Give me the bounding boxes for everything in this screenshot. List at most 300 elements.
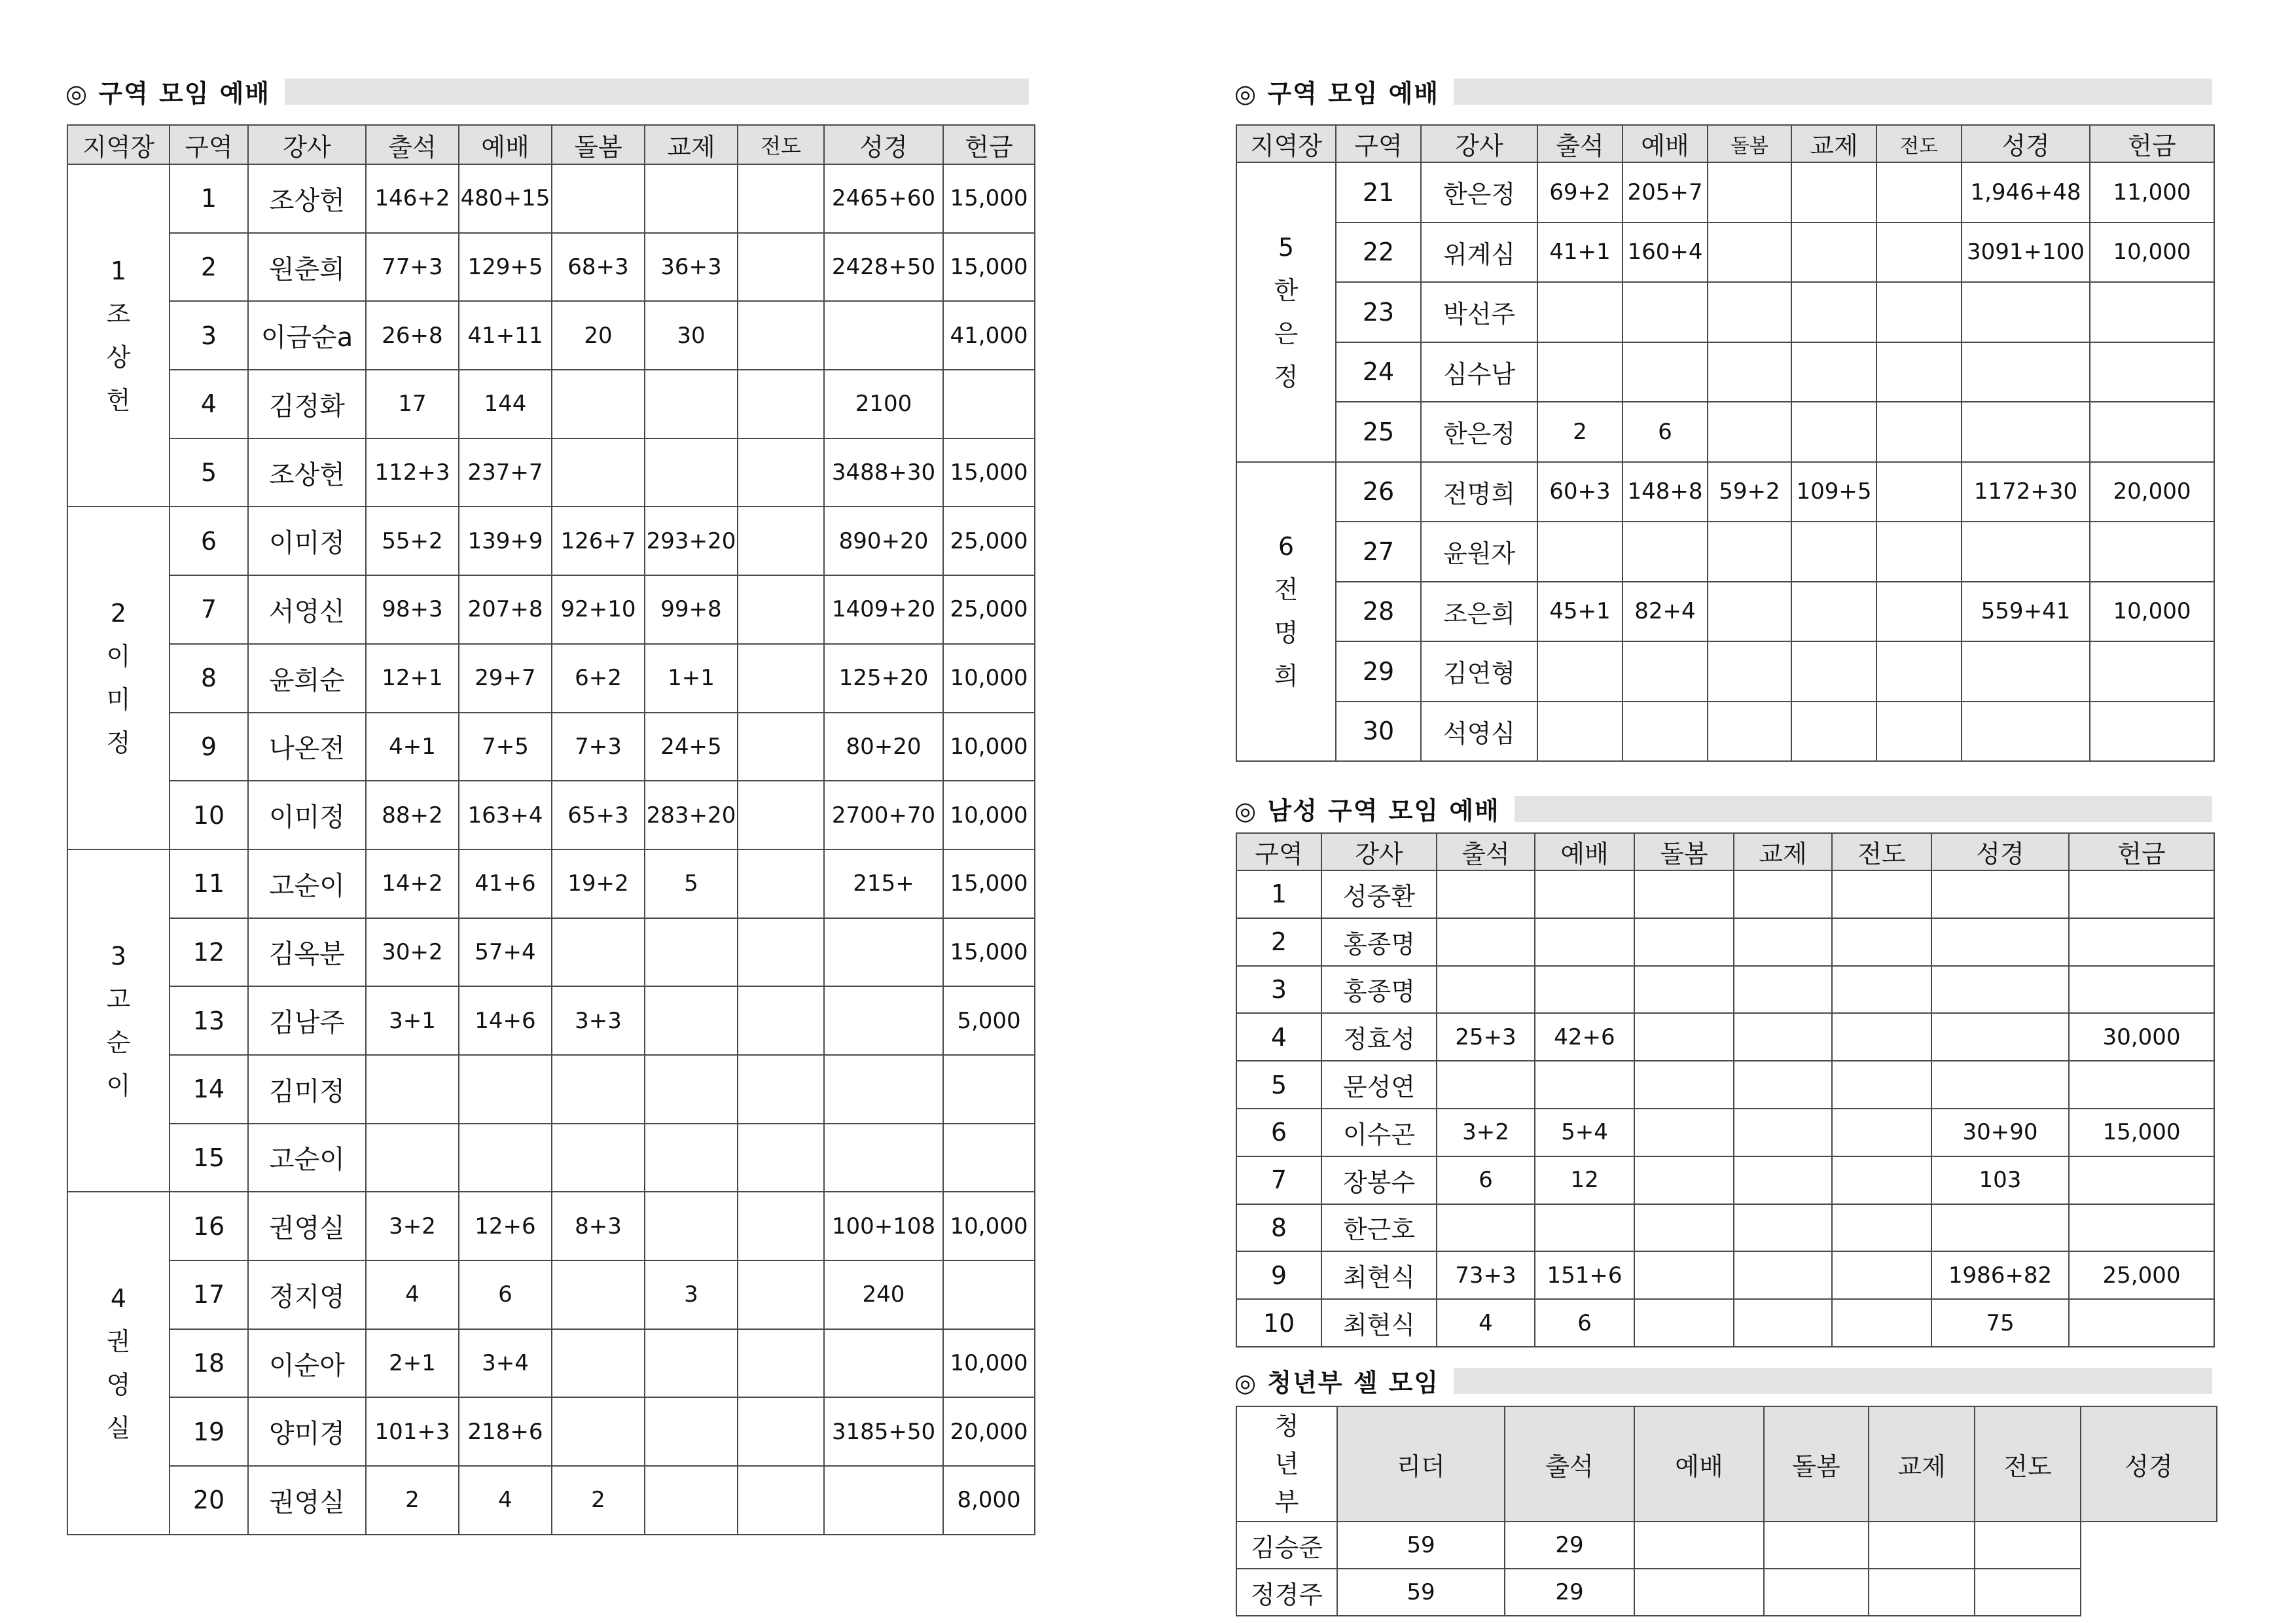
left-worship-table bbox=[67, 124, 1035, 1535]
district-number: 2 bbox=[1236, 918, 1321, 966]
data-cell: 3+2 bbox=[366, 1192, 459, 1260]
data-cell bbox=[1791, 641, 1876, 702]
data-cell bbox=[645, 370, 738, 438]
leader-char: 명 bbox=[1274, 618, 1299, 648]
data-cell bbox=[738, 781, 824, 849]
data-cell: 59 bbox=[1337, 1569, 1505, 1616]
table-row bbox=[1236, 1522, 2217, 1569]
leader-char: 부 bbox=[1274, 1488, 1299, 1516]
data-cell: 2100 bbox=[824, 370, 943, 438]
data-cell: 10,000 bbox=[943, 644, 1035, 713]
data-cell: 55+2 bbox=[366, 507, 459, 575]
leader-name: 정경주 bbox=[1236, 1569, 1337, 1616]
data-cell bbox=[943, 1124, 1035, 1192]
teacher-name: 한근호 bbox=[1321, 1204, 1437, 1252]
district-number: 19 bbox=[170, 1397, 248, 1466]
data-cell bbox=[2090, 342, 2214, 402]
data-cell bbox=[1537, 522, 1623, 582]
data-cell bbox=[1869, 1522, 1975, 1569]
data-cell: 4 bbox=[1437, 1299, 1535, 1347]
column-header: 돌봄 bbox=[1708, 125, 1791, 162]
data-cell bbox=[1734, 1156, 1832, 1204]
data-cell bbox=[738, 1124, 824, 1192]
data-cell bbox=[1708, 342, 1791, 402]
column-header: 성경 bbox=[2081, 1406, 2217, 1522]
youth-title-text: ◎ 청년부 셀 모임 bbox=[1234, 1368, 1440, 1397]
column-header: 지역장 bbox=[1236, 125, 1336, 162]
table-row bbox=[1236, 162, 2214, 223]
data-cell bbox=[1876, 462, 1962, 522]
title-bar bbox=[1515, 796, 2212, 822]
data-cell bbox=[1791, 702, 1876, 762]
table-row bbox=[1236, 918, 2214, 966]
data-cell bbox=[1634, 1013, 1734, 1061]
data-cell: 890+20 bbox=[824, 507, 943, 575]
data-cell bbox=[552, 1329, 645, 1398]
data-cell bbox=[1832, 1251, 1931, 1299]
table-row bbox=[1236, 870, 2214, 918]
teacher-name: 전명희 bbox=[1421, 462, 1537, 522]
data-cell: 57+4 bbox=[459, 918, 552, 987]
leader-char: 상 bbox=[106, 342, 131, 372]
table-row bbox=[1236, 1013, 2214, 1061]
teacher-name: 김옥분 bbox=[248, 918, 366, 987]
data-cell bbox=[738, 644, 824, 713]
data-cell bbox=[1708, 162, 1791, 223]
leader-char: 2 bbox=[110, 599, 127, 628]
data-cell bbox=[738, 301, 824, 370]
men-worship-table bbox=[1236, 832, 2215, 1347]
table-row bbox=[1236, 641, 2214, 702]
data-cell: 1,946+48 bbox=[1962, 162, 2090, 223]
data-cell: 15,000 bbox=[943, 233, 1035, 302]
teacher-name: 권영실 bbox=[248, 1466, 366, 1535]
district-number: 9 bbox=[170, 713, 248, 781]
data-cell bbox=[1535, 1061, 1634, 1109]
data-cell: 15,000 bbox=[943, 849, 1035, 918]
data-cell: 17 bbox=[366, 370, 459, 438]
data-cell bbox=[1931, 918, 2069, 966]
right-worship-table bbox=[1236, 124, 2215, 762]
data-cell bbox=[1708, 282, 1791, 342]
column-header: 헌금 bbox=[943, 125, 1035, 164]
data-cell bbox=[645, 1397, 738, 1466]
district-number: 8 bbox=[1236, 1204, 1321, 1252]
data-cell: 103 bbox=[1931, 1156, 2069, 1204]
column-header: 강사 bbox=[1321, 833, 1437, 870]
data-cell bbox=[645, 164, 738, 233]
column-header: 헌금 bbox=[2069, 833, 2214, 870]
data-cell bbox=[1634, 1251, 1734, 1299]
data-cell bbox=[1535, 918, 1634, 966]
data-cell bbox=[1764, 1522, 1869, 1569]
teacher-name: 문성연 bbox=[1321, 1061, 1437, 1109]
title-bar bbox=[285, 79, 1029, 105]
column-header: 교제 bbox=[1869, 1406, 1975, 1522]
data-cell bbox=[1734, 918, 1832, 966]
district-number: 10 bbox=[1236, 1299, 1321, 1347]
district-number: 14 bbox=[170, 1055, 248, 1124]
group-leader-cell bbox=[67, 164, 170, 507]
data-cell: 4 bbox=[366, 1260, 459, 1329]
teacher-name: 장봉수 bbox=[1321, 1156, 1437, 1204]
data-cell bbox=[552, 438, 645, 507]
data-cell bbox=[1708, 402, 1791, 462]
data-cell bbox=[645, 1466, 738, 1535]
district-number: 1 bbox=[170, 164, 248, 233]
data-cell bbox=[738, 1329, 824, 1398]
data-cell: 146+2 bbox=[366, 164, 459, 233]
data-cell bbox=[552, 1124, 645, 1192]
data-cell: 24+5 bbox=[645, 713, 738, 781]
data-cell: 10,000 bbox=[943, 713, 1035, 781]
teacher-name: 조상헌 bbox=[248, 164, 366, 233]
table-row bbox=[1236, 1204, 2214, 1252]
data-cell: 2465+60 bbox=[824, 164, 943, 233]
data-cell: 68+3 bbox=[552, 233, 645, 302]
data-cell bbox=[738, 233, 824, 302]
data-cell bbox=[1876, 223, 1962, 283]
data-cell bbox=[1931, 1204, 2069, 1252]
data-cell: 1172+30 bbox=[1962, 462, 2090, 522]
data-cell: 59 bbox=[1337, 1522, 1505, 1569]
district-number: 23 bbox=[1336, 282, 1421, 342]
data-cell bbox=[2069, 1204, 2214, 1252]
data-cell bbox=[552, 370, 645, 438]
column-header: 성경 bbox=[824, 125, 943, 164]
data-cell bbox=[1832, 1013, 1931, 1061]
right-section-title bbox=[1234, 73, 2212, 109]
data-cell bbox=[738, 1397, 824, 1466]
data-cell bbox=[1708, 522, 1791, 582]
data-cell bbox=[1931, 870, 2069, 918]
youth-section-title bbox=[1234, 1363, 2212, 1399]
leader-char: 년 bbox=[1274, 1450, 1299, 1478]
title-bar bbox=[1454, 1368, 2212, 1394]
data-cell: 29 bbox=[1505, 1522, 1634, 1569]
data-cell bbox=[1791, 582, 1876, 642]
data-cell bbox=[1876, 402, 1962, 462]
district-number: 21 bbox=[1336, 162, 1421, 223]
column-header: 헌금 bbox=[2090, 125, 2214, 162]
data-cell bbox=[645, 1192, 738, 1260]
column-header: 구역 bbox=[170, 125, 248, 164]
data-cell: 112+3 bbox=[366, 438, 459, 507]
data-cell bbox=[2069, 1156, 2214, 1204]
data-cell bbox=[1832, 870, 1931, 918]
column-header: 성경 bbox=[1962, 125, 2090, 162]
data-cell bbox=[738, 1055, 824, 1124]
leader-char: 전 bbox=[1274, 575, 1299, 605]
district-number: 2 bbox=[170, 233, 248, 302]
table-row bbox=[1236, 702, 2214, 762]
teacher-name: 조은희 bbox=[1421, 582, 1537, 642]
data-cell: 240 bbox=[824, 1260, 943, 1329]
data-cell: 41+6 bbox=[459, 849, 552, 918]
district-number: 11 bbox=[170, 849, 248, 918]
teacher-name: 이순아 bbox=[248, 1329, 366, 1398]
data-cell bbox=[1832, 1299, 1931, 1347]
data-cell: 7+3 bbox=[552, 713, 645, 781]
table-row bbox=[67, 1055, 1035, 1124]
data-cell: 15,000 bbox=[943, 918, 1035, 987]
district-number: 25 bbox=[1336, 402, 1421, 462]
data-cell: 207+8 bbox=[459, 575, 552, 644]
data-cell: 163+4 bbox=[459, 781, 552, 849]
data-cell: 1409+20 bbox=[824, 575, 943, 644]
leader-char: 은 bbox=[1274, 319, 1299, 348]
column-header: 돌봄 bbox=[1634, 833, 1734, 870]
data-cell bbox=[1791, 223, 1876, 283]
district-number: 3 bbox=[170, 301, 248, 370]
teacher-name: 김연형 bbox=[1421, 641, 1537, 702]
data-cell: 41+1 bbox=[1537, 223, 1623, 283]
district-number: 9 bbox=[1236, 1251, 1321, 1299]
data-cell: 2 bbox=[1537, 402, 1623, 462]
data-cell bbox=[552, 164, 645, 233]
table-row bbox=[1236, 402, 2214, 462]
data-cell: 10,000 bbox=[943, 1329, 1035, 1398]
data-cell: 205+7 bbox=[1623, 162, 1708, 223]
column-header: 출석 bbox=[1537, 125, 1623, 162]
district-number: 29 bbox=[1336, 641, 1421, 702]
leader-char: 이 bbox=[106, 1071, 131, 1100]
data-cell: 5+4 bbox=[1535, 1109, 1634, 1156]
title-bar bbox=[1454, 79, 2212, 105]
table-row bbox=[67, 1397, 1035, 1466]
district-number: 20 bbox=[170, 1466, 248, 1535]
data-cell: 11,000 bbox=[2090, 162, 2214, 223]
district-number: 12 bbox=[170, 918, 248, 987]
data-cell: 101+3 bbox=[366, 1397, 459, 1466]
data-cell bbox=[1975, 1522, 2081, 1569]
district-number: 28 bbox=[1336, 582, 1421, 642]
data-cell bbox=[1634, 918, 1734, 966]
data-cell bbox=[1734, 966, 1832, 1014]
column-header: 성경 bbox=[1931, 833, 2069, 870]
data-cell: 160+4 bbox=[1623, 223, 1708, 283]
data-cell: 25,000 bbox=[2069, 1251, 2214, 1299]
teacher-name: 김남주 bbox=[248, 986, 366, 1055]
teacher-name: 이미정 bbox=[248, 781, 366, 849]
data-cell bbox=[1623, 641, 1708, 702]
teacher-name: 이수곤 bbox=[1321, 1109, 1437, 1156]
data-cell bbox=[1876, 342, 1962, 402]
data-cell: 19+2 bbox=[552, 849, 645, 918]
data-cell bbox=[645, 986, 738, 1055]
column-header: 구역 bbox=[1236, 833, 1321, 870]
data-cell bbox=[1537, 282, 1623, 342]
column-header: 돌봄 bbox=[552, 125, 645, 164]
table-row bbox=[1236, 1109, 2214, 1156]
data-cell bbox=[1832, 1109, 1931, 1156]
data-cell bbox=[1734, 1299, 1832, 1347]
leader-char: 6 bbox=[1278, 532, 1295, 562]
data-cell bbox=[824, 1466, 943, 1535]
data-cell bbox=[1634, 1299, 1734, 1347]
data-cell bbox=[1869, 1569, 1975, 1616]
data-cell: 129+5 bbox=[459, 233, 552, 302]
data-cell: 99+8 bbox=[645, 575, 738, 644]
data-cell bbox=[2069, 1061, 2214, 1109]
teacher-name: 고순이 bbox=[248, 1124, 366, 1192]
column-header: 전도 bbox=[1876, 125, 1962, 162]
data-cell: 41,000 bbox=[943, 301, 1035, 370]
data-cell: 2700+70 bbox=[824, 781, 943, 849]
data-cell: 65+3 bbox=[552, 781, 645, 849]
data-cell: 10,000 bbox=[2090, 582, 2214, 642]
data-cell bbox=[2090, 522, 2214, 582]
column-header: 전도 bbox=[738, 125, 824, 164]
data-cell: 100+108 bbox=[824, 1192, 943, 1260]
data-cell: 1+1 bbox=[645, 644, 738, 713]
teacher-name: 이미정 bbox=[248, 507, 366, 575]
data-cell: 293+20 bbox=[645, 507, 738, 575]
table-row bbox=[67, 164, 1035, 233]
district-number: 17 bbox=[170, 1260, 248, 1329]
leader-char: 희 bbox=[1274, 662, 1299, 691]
data-cell bbox=[943, 370, 1035, 438]
data-cell bbox=[824, 1329, 943, 1398]
data-cell bbox=[1931, 1061, 2069, 1109]
data-cell: 2 bbox=[552, 1466, 645, 1535]
data-cell: 6 bbox=[1623, 402, 1708, 462]
table-row bbox=[67, 1466, 1035, 1535]
data-cell: 20,000 bbox=[943, 1397, 1035, 1466]
data-cell bbox=[1734, 870, 1832, 918]
data-cell bbox=[1876, 641, 1962, 702]
data-cell: 237+7 bbox=[459, 438, 552, 507]
data-cell: 10,000 bbox=[943, 781, 1035, 849]
data-cell bbox=[1791, 342, 1876, 402]
column-header: 출석 bbox=[366, 125, 459, 164]
teacher-name: 한은정 bbox=[1421, 162, 1537, 223]
data-cell bbox=[738, 575, 824, 644]
data-cell bbox=[1962, 702, 2090, 762]
table-row bbox=[67, 438, 1035, 507]
column-header: 교제 bbox=[1734, 833, 1832, 870]
data-cell bbox=[2069, 870, 2214, 918]
data-cell bbox=[1623, 702, 1708, 762]
data-cell: 69+2 bbox=[1537, 162, 1623, 223]
data-cell: 3185+50 bbox=[824, 1397, 943, 1466]
table-row bbox=[67, 233, 1035, 302]
data-cell: 30+90 bbox=[1931, 1109, 2069, 1156]
district-number: 13 bbox=[170, 986, 248, 1055]
district-number: 16 bbox=[170, 1192, 248, 1260]
district-number: 24 bbox=[1336, 342, 1421, 402]
data-cell bbox=[1832, 1061, 1931, 1109]
leader-char: 고 bbox=[106, 984, 131, 1014]
data-cell bbox=[738, 1466, 824, 1535]
data-cell bbox=[1708, 223, 1791, 283]
column-header: 리더 bbox=[1337, 1406, 1505, 1522]
data-cell bbox=[1962, 641, 2090, 702]
data-cell: 109+5 bbox=[1791, 462, 1876, 522]
data-cell bbox=[1734, 1013, 1832, 1061]
data-cell bbox=[738, 1192, 824, 1260]
data-cell: 20 bbox=[552, 301, 645, 370]
teacher-name: 위계심 bbox=[1421, 223, 1537, 283]
data-cell: 559+41 bbox=[1962, 582, 2090, 642]
column-header: 강사 bbox=[248, 125, 366, 164]
data-cell bbox=[552, 1055, 645, 1124]
data-cell bbox=[1537, 342, 1623, 402]
district-number: 18 bbox=[170, 1329, 248, 1398]
data-cell bbox=[1437, 1061, 1535, 1109]
data-cell: 73+3 bbox=[1437, 1251, 1535, 1299]
group-leader-cell bbox=[67, 507, 170, 849]
data-cell bbox=[1931, 966, 2069, 1014]
leader-char: 조 bbox=[106, 299, 131, 329]
data-cell bbox=[824, 1124, 943, 1192]
group-leader-cell bbox=[1236, 1406, 1337, 1522]
data-cell: 10,000 bbox=[2090, 223, 2214, 283]
table-row bbox=[1236, 223, 2214, 283]
district-number: 22 bbox=[1336, 223, 1421, 283]
left-section-title bbox=[65, 73, 1029, 109]
data-cell: 45+1 bbox=[1537, 582, 1623, 642]
data-cell bbox=[2090, 641, 2214, 702]
data-cell: 10,000 bbox=[943, 1192, 1035, 1260]
data-cell bbox=[738, 438, 824, 507]
teacher-name: 권영실 bbox=[248, 1192, 366, 1260]
leader-char: 실 bbox=[106, 1414, 131, 1443]
teacher-name: 정지영 bbox=[248, 1260, 366, 1329]
district-number: 6 bbox=[170, 507, 248, 575]
leader-char: 정 bbox=[106, 728, 131, 758]
data-cell: 42+6 bbox=[1535, 1013, 1634, 1061]
table-row bbox=[1236, 1156, 2214, 1204]
column-header: 강사 bbox=[1421, 125, 1537, 162]
table-row bbox=[67, 781, 1035, 849]
district-number: 4 bbox=[1236, 1013, 1321, 1061]
teacher-name: 조상헌 bbox=[248, 438, 366, 507]
leader-char: 1 bbox=[110, 256, 127, 285]
data-cell: 148+8 bbox=[1623, 462, 1708, 522]
column-header: 교제 bbox=[645, 125, 738, 164]
data-cell: 12 bbox=[1535, 1156, 1634, 1204]
data-cell bbox=[1832, 966, 1931, 1014]
data-cell: 60+3 bbox=[1537, 462, 1623, 522]
data-cell: 6 bbox=[1535, 1299, 1634, 1347]
data-cell bbox=[1931, 1013, 2069, 1061]
data-cell: 82+4 bbox=[1623, 582, 1708, 642]
data-cell bbox=[366, 1055, 459, 1124]
district-number: 6 bbox=[1236, 1109, 1321, 1156]
leader-char: 영 bbox=[106, 1370, 131, 1400]
data-cell: 215+ bbox=[824, 849, 943, 918]
data-cell bbox=[645, 918, 738, 987]
data-cell bbox=[645, 438, 738, 507]
data-cell bbox=[552, 1260, 645, 1329]
data-cell: 29+7 bbox=[459, 644, 552, 713]
group-leader-cell bbox=[1236, 162, 1336, 462]
column-header: 예배 bbox=[1623, 125, 1708, 162]
data-cell: 59+2 bbox=[1708, 462, 1791, 522]
data-cell: 4+1 bbox=[366, 713, 459, 781]
table-row bbox=[67, 575, 1035, 644]
data-cell bbox=[1437, 966, 1535, 1014]
column-header: 출석 bbox=[1437, 833, 1535, 870]
data-cell: 29 bbox=[1505, 1569, 1634, 1616]
data-cell bbox=[738, 849, 824, 918]
district-number: 7 bbox=[170, 575, 248, 644]
district-number: 27 bbox=[1336, 522, 1421, 582]
data-cell bbox=[645, 1329, 738, 1398]
data-cell: 15,000 bbox=[2069, 1109, 2214, 1156]
teacher-name: 정효성 bbox=[1321, 1013, 1437, 1061]
